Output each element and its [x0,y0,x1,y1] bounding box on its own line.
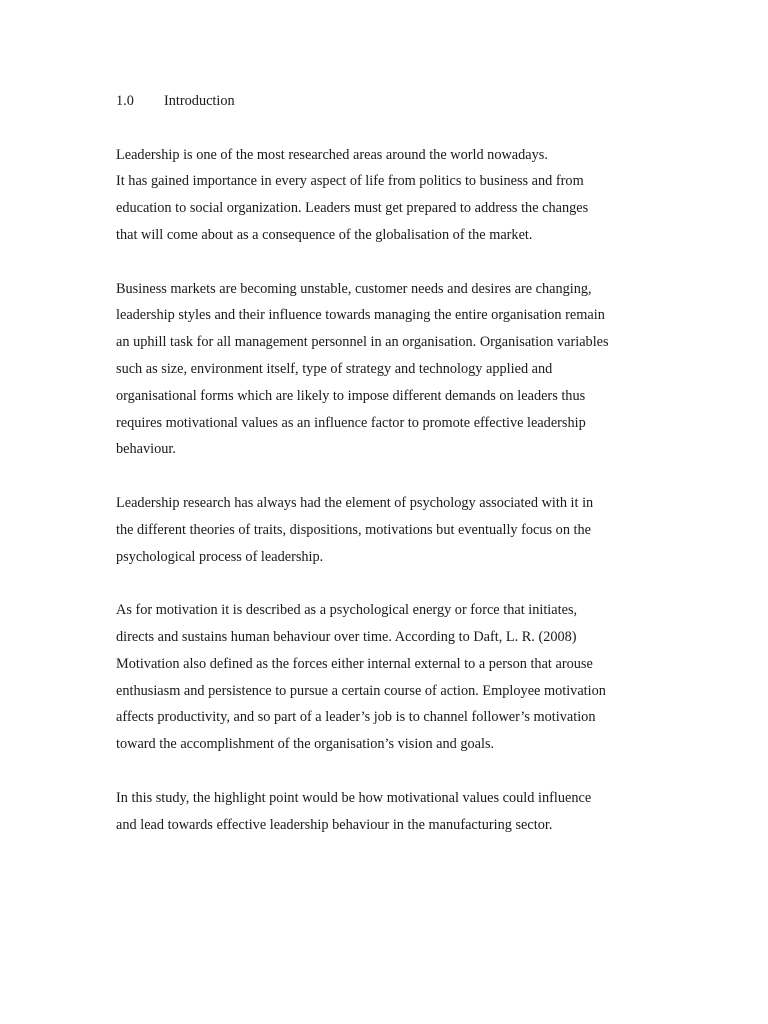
paragraph-line: It has gained importance in every aspect of life from politics to business and from [116,173,584,190]
document-body [116,88,656,838]
section-heading [116,88,656,115]
paragraph-3 [116,490,656,570]
paragraph-5 [116,785,656,839]
paragraph-line: Business markets are becoming unstable, customer needs and desires are changing, [116,280,592,297]
paragraph-line: directs and sustains human behaviour over time. According to Daft, L. R. (2008) [116,628,577,645]
paragraph-4 [116,597,656,758]
paragraph-line: Motivation also defined as the forces either internal external to a person that arouse [116,655,593,672]
paragraph-line: the different theories of traits, dispositions, motivations but eventually focus on the [116,521,592,538]
paragraph-line: As for motivation it is described as a psychological energy or force that initiates, [116,602,578,619]
paragraph-line: affects productivity, and so part of a leader’s job is to channel follower’s motivation [116,709,596,726]
section-number: 1.0 [116,93,134,109]
paragraph-2 [116,276,656,464]
paragraph-line: requires motivational values as an influence factor to promote effective leadership [116,414,586,431]
paragraph-line: In this study, the highlight point would be how motivational values could influence [116,789,592,806]
paragraph-line: toward the accomplishment of the organisation’s vision and goals. [116,736,495,753]
section-title: Introduction [164,93,235,109]
paragraph-line: and lead towards effective leadership behaviour in the manufacturing sector. [116,816,553,833]
paragraph-line: that will come about as a consequence of the globalisation of the market. [116,226,533,243]
paragraph-1 [116,142,656,249]
paragraph-line: such as size, environment itself, type of strategy and technology applied and [116,360,553,377]
paragraph-line: behaviour. [116,441,176,458]
paragraph-line: psychological process of leadership. [116,548,324,565]
paragraph-line: an uphill task for all management personnel in an organisation. Organisation variables [116,334,609,351]
paragraph-line: organisational forms which are likely to impose different demands on leaders thus [116,387,586,404]
paragraph-line: leadership styles and their influence towards managing the entire organisation remain [116,307,605,324]
paragraph-line: Leadership research has always had the element of psychology associated with it in [116,494,594,511]
paragraph-line: enthusiasm and persistence to pursue a certain course of action. Employee motivation [116,682,606,699]
paragraph-line: Leadership is one of the most researched areas around the world nowadays. [116,146,548,163]
paragraph-line: education to social organization. Leaders must get prepared to address the changes [116,200,589,217]
